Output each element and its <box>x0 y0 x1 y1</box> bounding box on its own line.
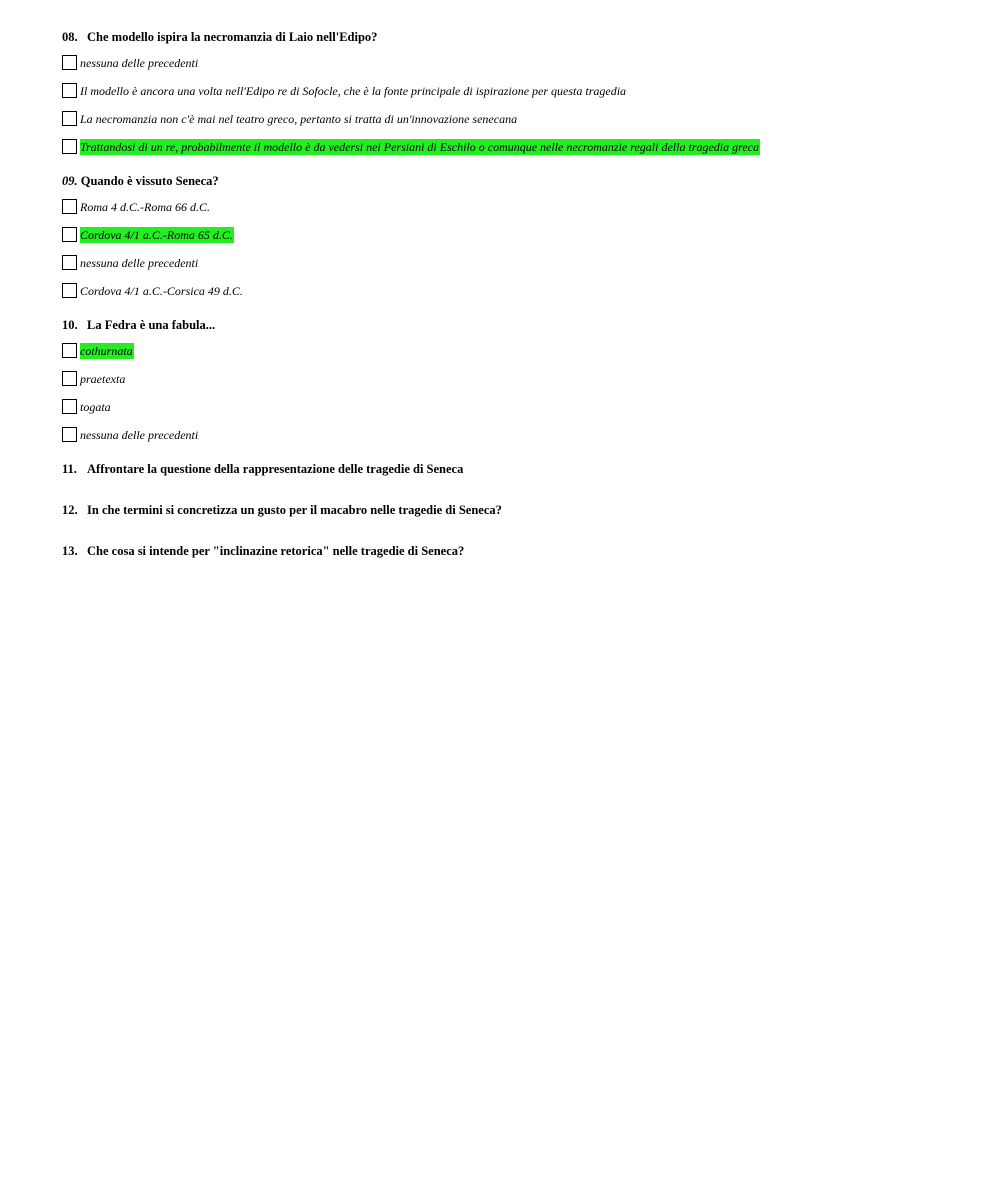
answer-checkbox[interactable] <box>62 83 77 98</box>
answer-checkbox[interactable] <box>62 371 77 386</box>
question-text: Che modello ispira la necromanzia di Laio nell'Edipo? <box>87 30 378 44</box>
spacer <box>62 301 960 317</box>
quiz-page <box>62 29 960 559</box>
answer-option[interactable] <box>62 427 960 445</box>
answer-option-correct[interactable] <box>62 139 960 157</box>
question-09 <box>62 173 960 189</box>
question-text: Che cosa si intende per "inclinazine retorica" nelle tragedie di Seneca? <box>87 544 465 558</box>
answer-text: nessuna delle precedenti <box>80 56 199 70</box>
question-text: La Fedra è una fabula... <box>87 318 216 332</box>
answer-option[interactable] <box>62 371 960 389</box>
answer-option-correct[interactable] <box>62 227 960 245</box>
answer-checkbox[interactable] <box>62 255 77 270</box>
answer-option[interactable] <box>62 199 960 217</box>
answer-checkbox[interactable] <box>62 55 77 70</box>
answer-text: Il modello è ancora una volta nell'Edipo re di Sofocle, che è la fonte principale di ispirazione per questa tragedia <box>80 84 627 98</box>
question-text: In che termini si concretizza un gusto per il macabro nelle tragedie di Seneca? <box>87 503 502 517</box>
spacer <box>62 518 960 543</box>
answer-option[interactable] <box>62 111 960 129</box>
question-11 <box>62 461 960 477</box>
answer-option-correct[interactable] <box>62 343 960 361</box>
answer-checkbox[interactable] <box>62 227 77 242</box>
question-number: 12. <box>62 503 78 517</box>
answer-checkbox[interactable] <box>62 111 77 126</box>
answer-text: Cordova 4/1 a.C.-Corsica 49 d.C. <box>80 284 243 298</box>
question-number: 09. <box>62 174 78 188</box>
question-number: 10. <box>62 318 78 332</box>
spacer <box>62 477 960 502</box>
question-text: Quando è vissuto Seneca? <box>80 174 219 188</box>
answer-checkbox[interactable] <box>62 199 77 214</box>
question-13 <box>62 543 960 559</box>
answer-checkbox[interactable] <box>62 427 77 442</box>
question-08 <box>62 29 960 45</box>
answer-text-highlighted: Cordova 4/1 a.C.-Roma 65 d.C. <box>80 228 233 242</box>
answer-text: praetexta <box>80 372 126 386</box>
answer-text-highlighted: cothurnata <box>80 344 133 358</box>
question-number: 11. <box>62 462 77 476</box>
question-10 <box>62 317 960 333</box>
answer-text: togata <box>80 400 111 414</box>
answer-text: La necromanzia non c'è mai nel teatro greco, pertanto si tratta di un'innovazione senecana <box>80 112 518 126</box>
spacer <box>62 445 960 461</box>
question-number: 13. <box>62 544 78 558</box>
answer-option[interactable] <box>62 83 960 101</box>
answer-checkbox[interactable] <box>62 139 77 154</box>
spacer <box>62 157 960 173</box>
answer-checkbox[interactable] <box>62 399 77 414</box>
question-12 <box>62 502 960 518</box>
answer-option[interactable] <box>62 399 960 417</box>
answer-checkbox[interactable] <box>62 343 77 358</box>
question-text: Affrontare la questione della rappresentazione delle tragedie di Seneca <box>87 462 464 476</box>
answer-text: Roma 4 d.C.-Roma 66 d.C. <box>80 200 210 214</box>
question-number: 08. <box>62 30 78 44</box>
answer-option[interactable] <box>62 55 960 73</box>
answer-checkbox[interactable] <box>62 283 77 298</box>
answer-text: nessuna delle precedenti <box>80 256 199 270</box>
answer-option[interactable] <box>62 283 960 301</box>
answer-text-highlighted: Trattandosi di un re, probabilmente il modello è da vedersi nei Persiani di Eschilo o comunque nelle necromanzie regali della tragedia greca <box>80 140 760 154</box>
answer-option[interactable] <box>62 255 960 273</box>
answer-text: nessuna delle precedenti <box>80 428 199 442</box>
